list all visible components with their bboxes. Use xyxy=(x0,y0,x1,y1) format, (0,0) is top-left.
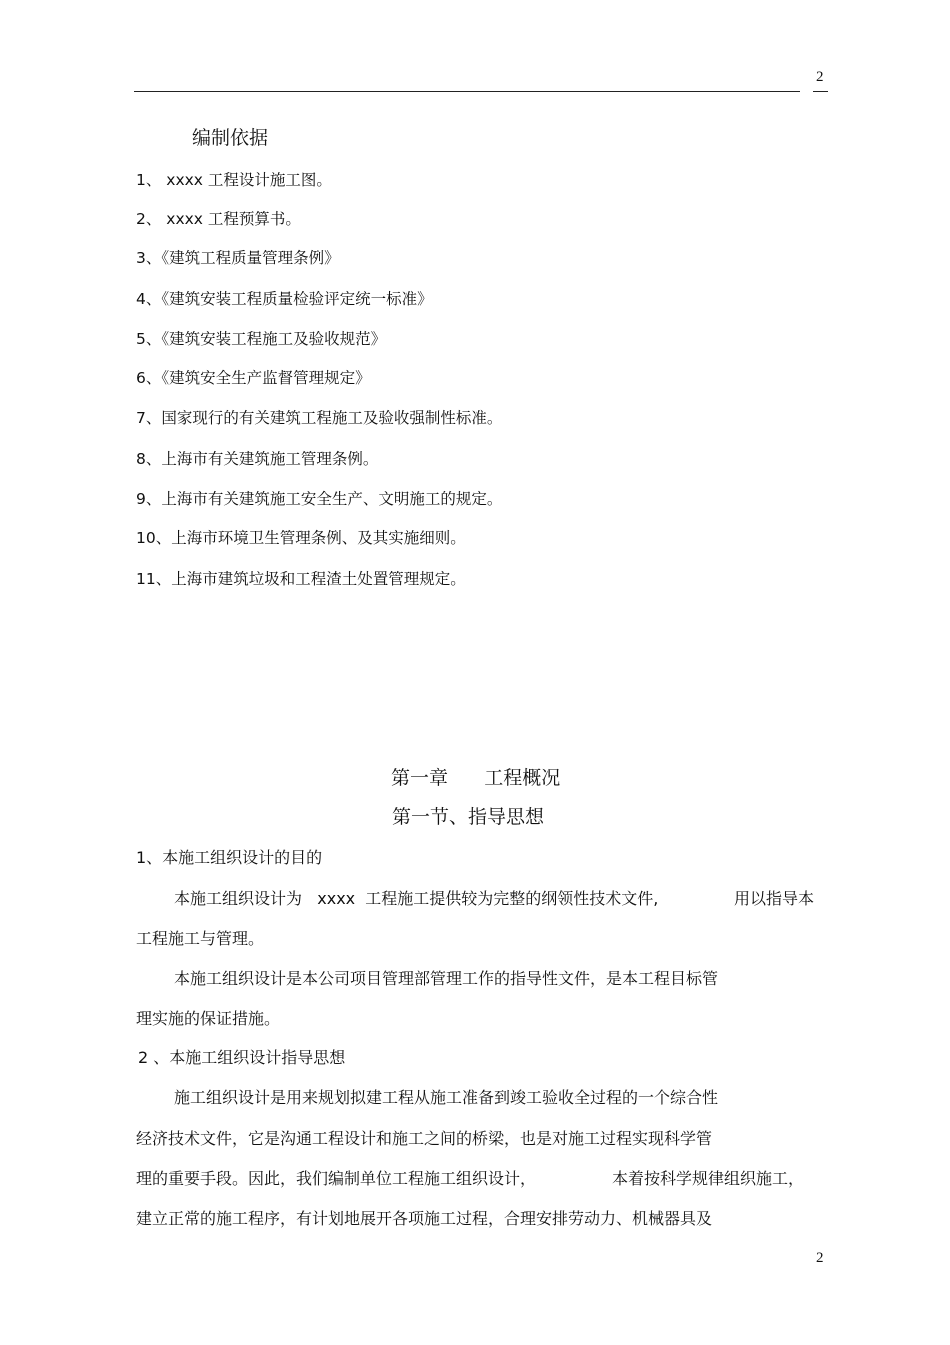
list-item: 10、上海市环境卫生管理条例、及其实施细则。 xyxy=(136,529,466,547)
header-rule xyxy=(134,91,800,92)
header-page-number-underline xyxy=(813,91,828,92)
paragraph-text: 理的重要手段。因此，我们编制单位工程施工组织设计， xyxy=(136,1169,537,1188)
paragraph-text: 本施工组织设计是本公司项目管理部管理工作的指导性文件，是本工程目标管 xyxy=(174,969,719,988)
paragraph-heading-purpose: 1、本施工组织设计的目的 xyxy=(136,848,323,867)
paragraph-text: 工程施工与管理。 xyxy=(136,929,265,948)
paragraph-text: 施工组织设计是用来规划拟建工程从施工准备到竣工验收全过程的一个综合性 xyxy=(174,1088,719,1107)
list-item: 11、上海市建筑垃圾和工程渣土处置管理规定。 xyxy=(136,570,466,588)
chapter-title: 第一章 工程概况 xyxy=(391,767,561,789)
footer-page-number: 2 xyxy=(816,1250,824,1266)
basis-title: 编制依据 xyxy=(192,127,269,149)
section-title: 第一节、指导思想 xyxy=(392,806,545,828)
header-page-number: 2 xyxy=(816,69,824,85)
paragraph-text: 建立正常的施工程序，有计划地展开各项施工过程，合理安排劳动力、机械器具及 xyxy=(136,1209,713,1228)
list-item: 5、《建筑安装工程施工及验收规范》 xyxy=(136,330,387,348)
list-item: 1、 xxxx 工程设计施工图。 xyxy=(136,171,332,189)
paragraph-text: 本着按科学规律组织施工， xyxy=(612,1169,805,1188)
paragraph-text: 用以指导本 xyxy=(734,889,815,908)
list-item: 2、 xxxx 工程预算书。 xyxy=(136,210,301,228)
paragraph-text: 本施工组织设计为 xxxx 工程施工提供较为完整的纲领性技术文件, xyxy=(174,889,659,908)
paragraph-heading-guiding-idea: 2 、本施工组织设计指导思想 xyxy=(138,1048,346,1067)
paragraph-text: 理实施的保证措施。 xyxy=(136,1009,281,1028)
list-item: 3、《建筑工程质量管理条例》 xyxy=(136,249,340,267)
list-item: 9、上海市有关建筑施工安全生产、文明施工的规定。 xyxy=(136,490,503,508)
list-item: 6、《建筑安全生产监督管理规定》 xyxy=(136,369,371,387)
list-item: 8、上海市有关建筑施工管理条例。 xyxy=(136,450,379,468)
paragraph-text: 经济技术文件，它是沟通工程设计和施工之间的桥梁，也是对施工过程实现科学管 xyxy=(136,1129,713,1148)
list-item: 7、国家现行的有关建筑工程施工及验收强制性标准。 xyxy=(136,409,503,427)
list-item: 4、《建筑安装工程质量检验评定统一标准》 xyxy=(136,290,433,308)
